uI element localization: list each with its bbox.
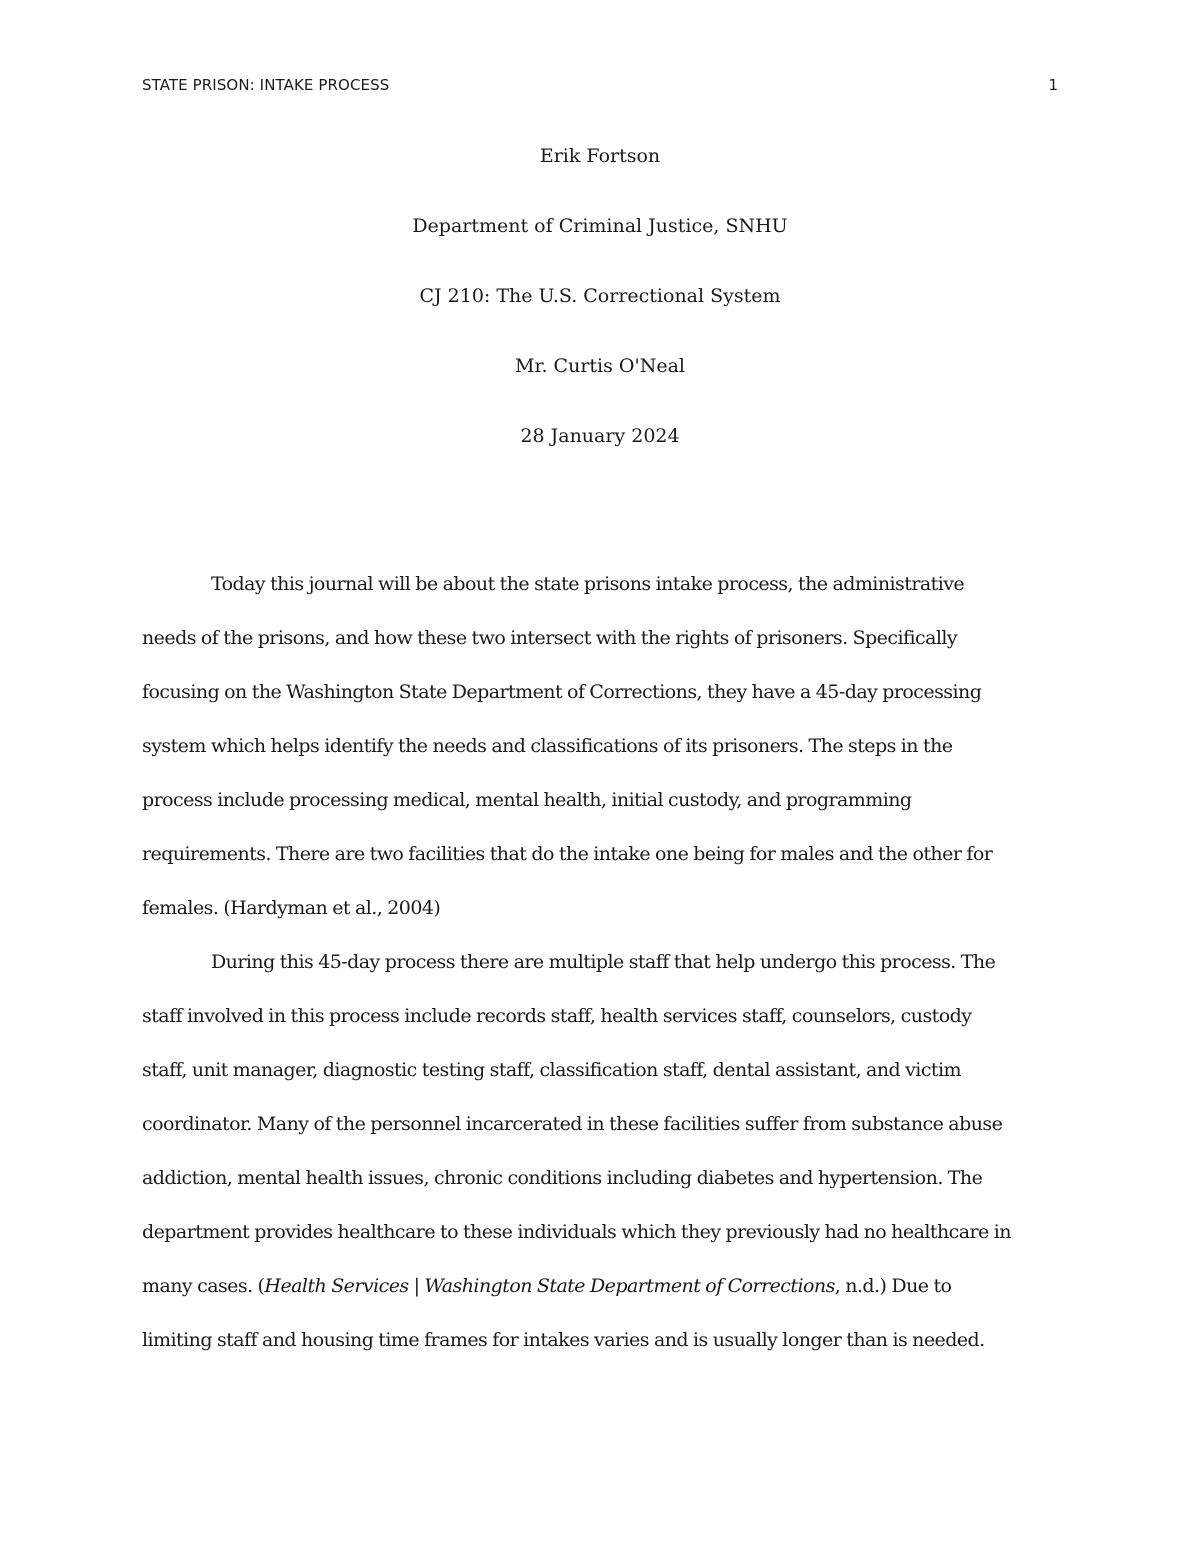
instructor-line: Mr. Curtis O'Neal [515,355,685,377]
running-head: STATE PRISON: INTAKE PROCESS [142,76,390,94]
text-line: needs of the prisons, and how these two intersect with the rights of prisoners. Specifically [142,627,958,649]
date-line: 28 January 2024 [520,425,680,447]
text-line: females. (Hardyman et al., 2004) [142,897,441,919]
paragraph-staff [142,935,1058,1367]
text-line: focusing on the Washington State Department of Corrections, they have a 45-day processing [142,681,982,703]
text-line: staff involved in this process include records staff, health services staff, counselors, custody [142,1005,972,1027]
text-line: process include processing medical, mental health, initial custody, and programming [142,789,912,811]
text-line: During this 45-day process there are multiple staff that help undergo this process. The [211,951,996,973]
paragraph-intake-process [142,557,1058,935]
page-number: 1 [1048,76,1058,94]
text-line: staff, unit manager, diagnostic testing staff, classification staff, dental assistant, and victim [142,1059,962,1081]
text-line: department provides healthcare to these individuals which they previously had no healthcare in [142,1221,1011,1243]
course-line: CJ 210: The U.S. Correctional System [419,285,781,307]
body-text [142,557,1058,1367]
department-line: Department of Criminal Justice, SNHU [412,215,788,237]
text-line: system which helps identify the needs and classifications of its prisoners. The steps in the [142,735,953,757]
text-line: addiction, mental health issues, chronic conditions including diabetes and hypertension. The [142,1167,983,1189]
author-name: Erik Fortson [539,145,661,167]
title-block [142,138,1058,488]
text-line: requirements. There are two facilities that do the intake one being for males and the other for [142,843,993,865]
citation-line [142,1259,1058,1313]
citation-suffix: , n.d.) Due to [834,1275,952,1297]
citation-prefix: many cases. ( [142,1275,265,1297]
citation-title: Health Services | Washington State Department of Corrections [264,1275,835,1297]
text-line: limiting staff and housing time frames for intakes varies and is usually longer than is needed. [142,1329,985,1351]
text-line: Today this journal will be about the state prisons intake process, the administrative [211,573,965,595]
text-line: coordinator. Many of the personnel incarcerated in these facilities suffer from substance abuse [142,1113,1003,1135]
